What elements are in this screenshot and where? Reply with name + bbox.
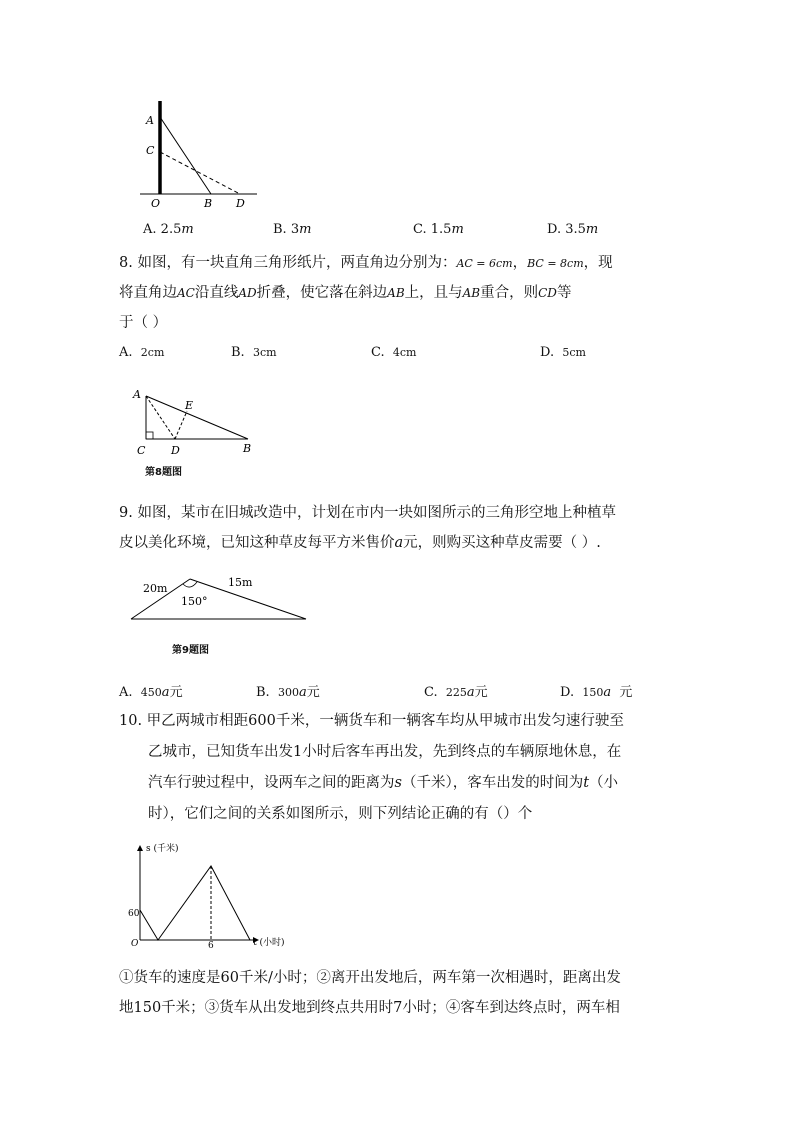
q8-label-e: E (185, 399, 194, 412)
q8-label-c: C (137, 444, 146, 457)
q7-label-b: B (204, 197, 213, 210)
q9-option-a[interactable]: A. 450a元 (119, 685, 183, 700)
q8-option-b[interactable]: B. 3cm (231, 345, 277, 360)
q10-line-1: 10. 甲乙两城市相距600千米，一辆货车和一辆客车均从甲城市出发匀速行驶至 (119, 713, 624, 729)
q8-label-a: A (133, 388, 141, 401)
q10-line-2: 乙城市，已知货车出发1小时后客车再出发，先到终点的车辆原地休息，在 (148, 744, 622, 760)
q8-line-3: 于（ ） (119, 315, 168, 331)
q10-line-4: 时），它们之间的关系如图所示，则下列结论正确的有（）个 (148, 806, 533, 822)
q8-line-2: 将直角边AC沿直线AD折叠，使它落在斜边AB上，且与AB重合，则CD等 (119, 285, 572, 301)
q9-line-2: 皮以美化环境，已知这种草皮每平方米售价a元，则购买这种草皮需要（ ）. (119, 535, 601, 551)
q9-label-angle: 150° (181, 595, 208, 608)
q8-option-a[interactable]: A. 2cm (119, 345, 165, 360)
q10-origin-label: O (131, 939, 139, 949)
q7-label-a: A (146, 114, 154, 127)
q8-label-b: B (243, 442, 252, 455)
q7-option-d[interactable]: D. 3.5m (547, 222, 599, 237)
q9-option-c[interactable]: C. 225a元 (424, 685, 488, 700)
q8-option-c[interactable]: C. 4cm (371, 345, 417, 360)
q10-x-tick-6: 6 (208, 941, 214, 951)
q9-label-20m: 20m (143, 582, 168, 595)
q10-distance-line (140, 866, 250, 940)
q7-label-c: C (146, 144, 155, 157)
q8-label-d: D (171, 444, 180, 457)
q9-label-15m: 15m (228, 576, 253, 589)
q7-label-d: D (236, 197, 245, 210)
q9-figure-caption: 第9题图 (172, 645, 209, 656)
q10-x-axis-label: t (小时) (253, 938, 285, 948)
q9-option-d[interactable]: D. 150a 元 (560, 685, 633, 700)
q7-label-o: O (151, 197, 161, 210)
q10-line-3: 汽车行驶过程中，设两车之间的距离为s（千米），客车出发的时间为t（小 (148, 775, 619, 791)
q9-line-1: 9. 如图，某市在旧城改造中，计划在市内一块如图所示的三角形空地上种植草 (119, 505, 616, 521)
q9-option-b[interactable]: B. 300a元 (256, 685, 320, 700)
q10-y-axis-label: s (千米) (146, 844, 179, 854)
q10-statements-line-2: 地150千米；③货车从出发地到终点共用时7小时；④客车到达终点时，两车相 (119, 1000, 620, 1016)
q7-option-c[interactable]: C. 1.5m (413, 222, 464, 237)
q7-option-a[interactable]: A. 2.5m (143, 222, 194, 237)
q8-option-d[interactable]: D. 5cm (540, 345, 586, 360)
q10-statements-line-1: ①货车的速度是60千米/小时；②离开出发地后，两车第一次相遇时，距离出发 (119, 970, 621, 986)
q7-option-b[interactable]: B. 3m (273, 222, 312, 237)
q10-y-tick-60: 60 (128, 909, 140, 919)
q8-figure-caption: 第8题图 (145, 467, 182, 478)
q8-line-1: 8. 如图，有一块直角三角形纸片，两直角边分别为：AC = 6cm，BC = 8cm，现 (119, 255, 613, 271)
